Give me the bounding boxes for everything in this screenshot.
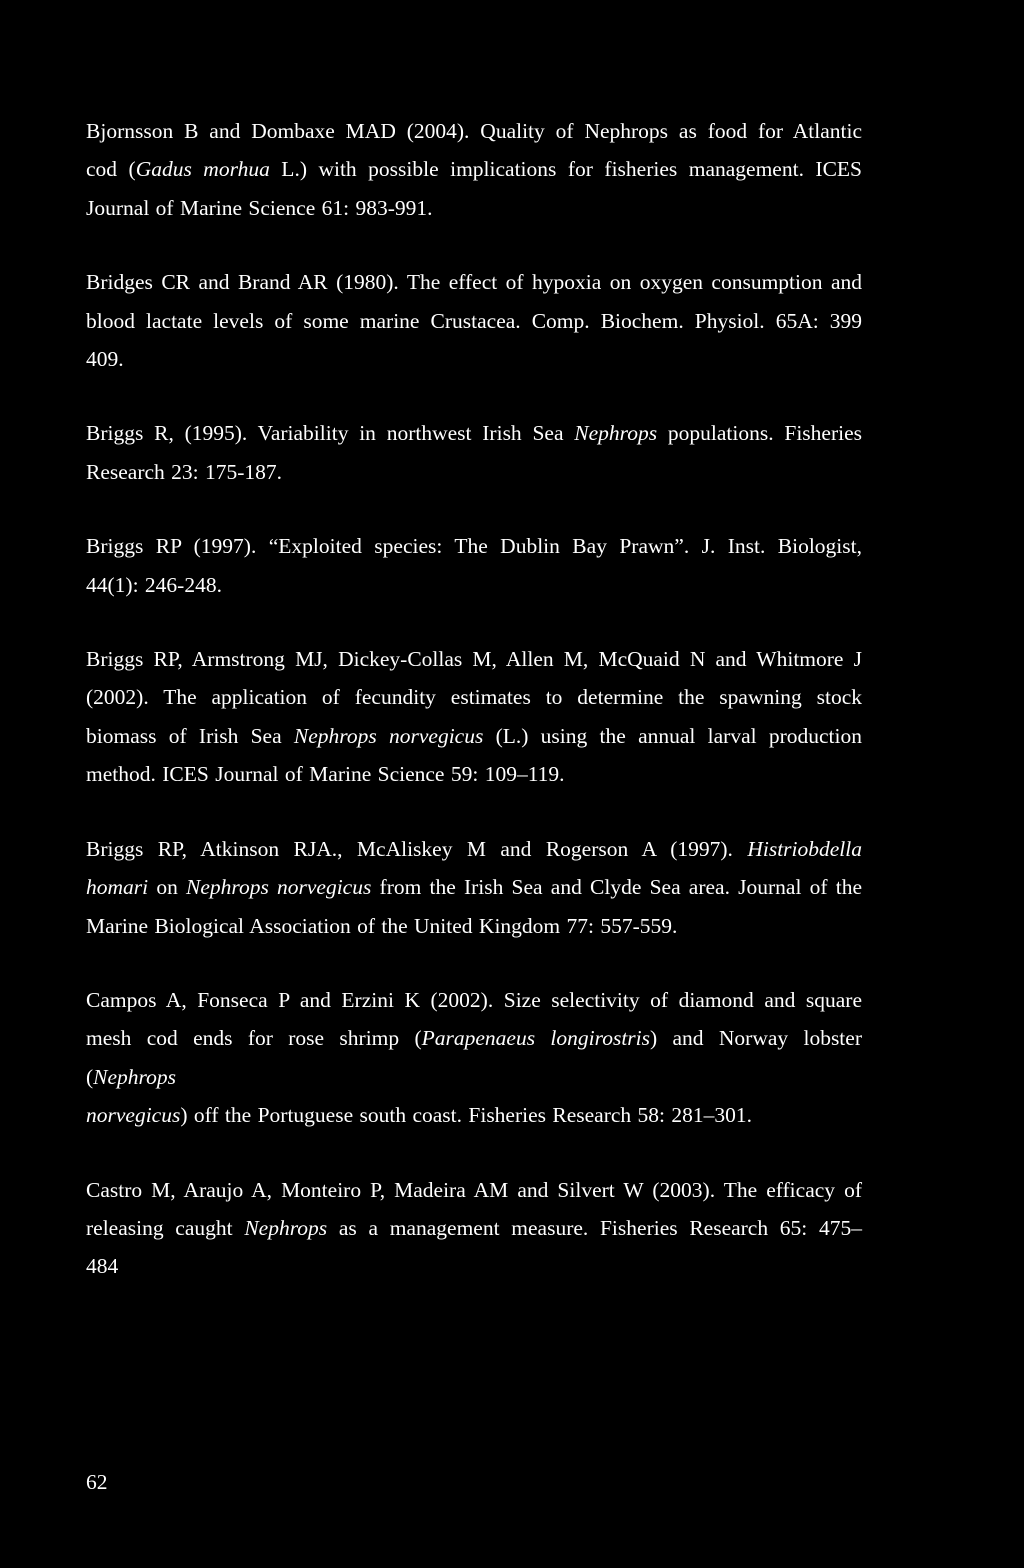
- reference-text: ) off the Portuguese south coast. Fisheries Research 58: 281–301.: [180, 1103, 753, 1128]
- reference-text: releasing caught: [86, 1215, 245, 1240]
- reference-line: [86, 527, 862, 565]
- reference-text: Marine Biological Association of the United Kingdom 77: 557-559.: [86, 913, 678, 938]
- reference-line: [86, 1096, 862, 1134]
- reference-text: Castro M, Araujo A, Monteiro P, Madeira AM and Silvert W (2003). The efficacy of: [86, 1177, 862, 1202]
- italic-text: Parapenaeus longirostris: [421, 1026, 650, 1051]
- reference-text: 44(1): 246-248.: [86, 572, 222, 597]
- reference-line: [86, 1171, 862, 1209]
- reference-text: as a management measure. Fisheries Research 65: 475–: [327, 1215, 862, 1240]
- reference-entry: [86, 414, 862, 491]
- reference-entry: [86, 112, 862, 227]
- reference-text: from the Irish Sea and Clyde Sea area. Journal of the: [371, 875, 862, 900]
- reference-list: [86, 112, 862, 1322]
- reference-entry: [86, 981, 862, 1135]
- reference-entry: [86, 640, 862, 794]
- reference-text: Research 23: 175-187.: [86, 459, 283, 484]
- reference-entry: [86, 830, 862, 945]
- reference-text: blood lactate levels of some marine Crustacea. Comp. Biochem. Physiol. 65A: 399: [86, 308, 862, 333]
- reference-text: (: [86, 1064, 94, 1089]
- reference-text: L.) with possible implications for fisheries management. ICES: [269, 157, 863, 182]
- italic-text: Nephrops norvegicus: [293, 723, 484, 748]
- italic-text: homari: [86, 875, 149, 900]
- italic-text: norvegicus: [86, 1103, 181, 1128]
- reference-line: [86, 453, 862, 491]
- reference-line: [86, 189, 862, 227]
- reference-text: method. ICES Journal of Marine Science 59: 109–119.: [86, 762, 565, 787]
- reference-text: 484: [86, 1254, 119, 1279]
- reference-line: [86, 263, 862, 301]
- reference-line: [86, 830, 862, 868]
- reference-line: [86, 678, 862, 716]
- reference-line: [86, 1019, 862, 1057]
- reference-text: on: [148, 875, 186, 900]
- italic-text: Nephrops: [244, 1215, 328, 1240]
- reference-line: [86, 1058, 862, 1096]
- italic-text: Nephrops norvegicus: [186, 875, 372, 900]
- reference-line: [86, 414, 862, 452]
- reference-text: (2002). The application of fecundity estimates to determine the spawning stock: [86, 685, 862, 710]
- reference-line: [86, 981, 862, 1019]
- reference-line: [86, 340, 862, 378]
- reference-text: Journal of Marine Science 61: 983-991.: [86, 195, 433, 220]
- reference-text: biomass of Irish Sea: [86, 723, 294, 748]
- reference-entry: [86, 263, 862, 378]
- reference-line: [86, 302, 862, 340]
- reference-text: ) and Norway lobster: [650, 1026, 862, 1051]
- reference-line: [86, 1247, 862, 1285]
- reference-line: [86, 755, 862, 793]
- reference-line: [86, 907, 862, 945]
- reference-text: Briggs RP (1997). “Exploited species: The Dublin Bay Prawn”. J. Inst. Biologist,: [86, 534, 862, 559]
- reference-text: cod (: [86, 157, 136, 182]
- reference-line: [86, 717, 862, 755]
- reference-text: Campos A, Fonseca P and Erzini K (2002). Size selectivity of diamond and square: [86, 987, 862, 1012]
- italic-text: Nephrops: [574, 421, 658, 446]
- page-number: 62: [86, 1470, 108, 1494]
- reference-text: 409.: [86, 347, 124, 372]
- italic-text: Nephrops: [93, 1064, 176, 1089]
- reference-line: [86, 868, 862, 906]
- reference-text: Briggs RP, Armstrong MJ, Dickey-Collas M, Allen M, McQuaid N and Whitmore J: [86, 647, 862, 672]
- reference-entry: [86, 1171, 862, 1286]
- reference-text: (L.) using the annual larval production: [483, 723, 862, 748]
- reference-line: [86, 1209, 862, 1247]
- reference-text: Bjornsson B and Dombaxe MAD (2004). Quality of Nephrops as food for Atlantic: [86, 119, 862, 143]
- reference-text: mesh cod ends for rose shrimp (: [86, 1026, 422, 1051]
- reference-line: [86, 566, 862, 604]
- italic-text: Histriobdella: [747, 836, 862, 861]
- reference-text: Briggs RP, Atkinson RJA., McAliskey M and Rogerson A (1997).: [86, 836, 748, 861]
- reference-line: [86, 112, 862, 150]
- reference-text: Briggs R, (1995). Variability in northwest Irish Sea: [86, 421, 575, 446]
- reference-line: [86, 640, 862, 678]
- reference-text: populations. Fisheries: [657, 421, 862, 446]
- reference-text: Bridges CR and Brand AR (1980). The effect of hypoxia on oxygen consumption and: [86, 270, 862, 295]
- reference-entry: [86, 527, 862, 604]
- italic-text: Gadus morhua: [135, 157, 270, 182]
- reference-line: [86, 150, 862, 188]
